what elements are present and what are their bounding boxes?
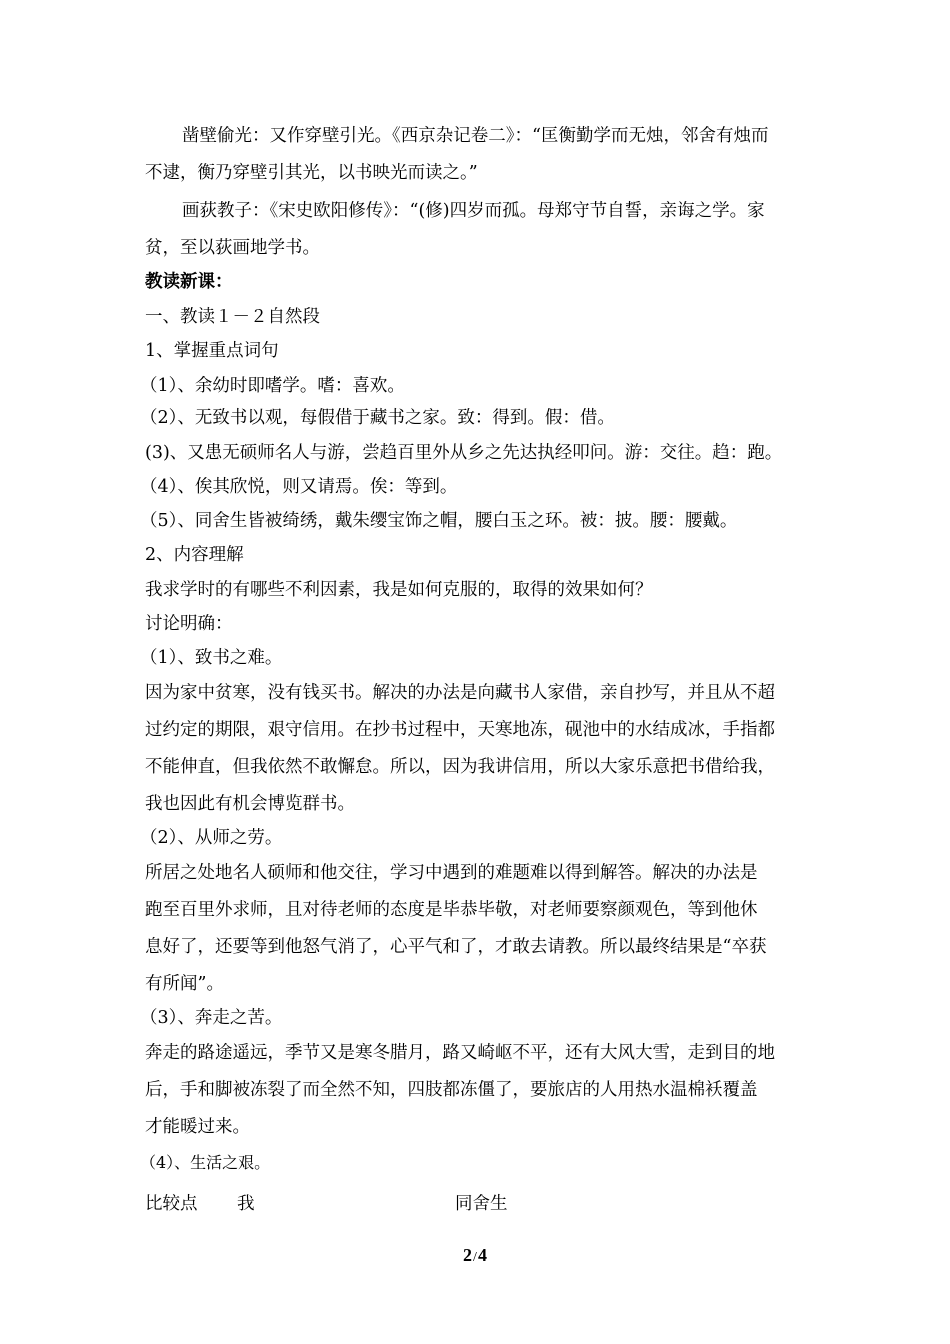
subsection-title: 2、内容理解 — [145, 545, 244, 565]
question-text: 我求学时的有哪些不利因素，我是如何克服的，取得的效果如何？ — [145, 580, 653, 600]
paragraph-line: 我也因此有机会博览群书。 — [145, 794, 355, 814]
table-header-cell: 同舍生 — [455, 1194, 508, 1214]
discussion-point: （4）、生活之艰。 — [140, 1153, 271, 1172]
discussion-label: 讨论明确： — [145, 614, 233, 634]
list-item: （5）、同舍生皆被绮绣，戴朱缨宝饰之帽，腰白玉之环。被：披。腰：腰戴。 — [140, 511, 738, 531]
discussion-point: （3）、奔走之苦。 — [140, 1008, 283, 1028]
paragraph-line: 画荻教子：《宋史欧阳修传》：“(修)四岁而孤。母郑守节自誓，亲诲之学。家 — [182, 201, 765, 221]
paragraph-line: 不逮，衡乃穿壁引其光，以书映光而读之。” — [145, 163, 478, 183]
paragraph-line: 奔走的路途遥远，季节又是寒冬腊月，路又崎岖不平，还有大风大雪，走到目的地 — [145, 1043, 775, 1063]
discussion-point: （1）、致书之难。 — [140, 648, 283, 668]
total-pages: 4 — [477, 1245, 487, 1265]
paragraph-line: 不能伸直，但我依然不敢懈怠。所以，因为我讲信用，所以大家乐意把书借给我， — [145, 757, 775, 777]
paragraph-line: 跑至百里外求师，且对待老师的态度是毕恭毕敬，对老师要察颜观色，等到他休 — [145, 900, 758, 920]
current-page: 2 — [463, 1245, 473, 1265]
list-item: (3)、又患无硕师名人与游，尝趋百里外从乡之先达执经叩问。游：交往。趋：跑。 — [145, 443, 783, 463]
table-header-cell: 我 — [237, 1194, 255, 1214]
list-item: （2）、无致书以观，每假借于藏书之家。致：得到。假：借。 — [140, 408, 615, 428]
paragraph-line: 才能暖过来。 — [145, 1117, 250, 1137]
paragraph-line: 息好了，还要等到他怒气消了，心平气和了，才敢去请教。所以最终结果是“卒获 — [145, 937, 767, 957]
discussion-point: （2）、从师之劳。 — [140, 828, 283, 848]
paragraph-line: 后，手和脚被冻裂了而全然不知，四肢都冻僵了，要旅店的人用热水温棉袄覆盖 — [145, 1080, 758, 1100]
paragraph-line: 因为家中贫寒，没有钱买书。解决的办法是向藏书人家借，亲自抄写，并且从不超 — [145, 683, 775, 703]
paragraph-line: 贫，至以荻画地学书。 — [145, 238, 320, 258]
list-item: （1）、余幼时即嗜学。嗜：喜欢。 — [140, 376, 405, 396]
page-separator: / — [473, 1250, 477, 1265]
paragraph-line: 过约定的期限，艰守信用。在抄书过程中，天寒地冻，砚池中的水结成冰，手指都 — [145, 720, 775, 740]
paragraph-line: 凿壁偷光：又作穿壁引光。《西京杂记卷二》：“匡衡勤学而无烛，邻舍有烛而 — [182, 126, 769, 146]
table-header-cell: 比较点 — [145, 1194, 198, 1214]
paragraph-line: 有所闻”。 — [145, 974, 224, 994]
page-number — [0, 1245, 950, 1266]
section-heading: 教读新课： — [145, 272, 233, 292]
paragraph-line: 所居之处地名人硕师和他交往，学习中遇到的难题难以得到解答。解决的办法是 — [145, 863, 758, 883]
section-title: 一、教读１－２自然段 — [145, 307, 320, 327]
list-item: （4）、俟其欣悦，则又请焉。俟：等到。 — [140, 477, 458, 497]
subsection-title: 1、掌握重点词句 — [145, 341, 279, 361]
